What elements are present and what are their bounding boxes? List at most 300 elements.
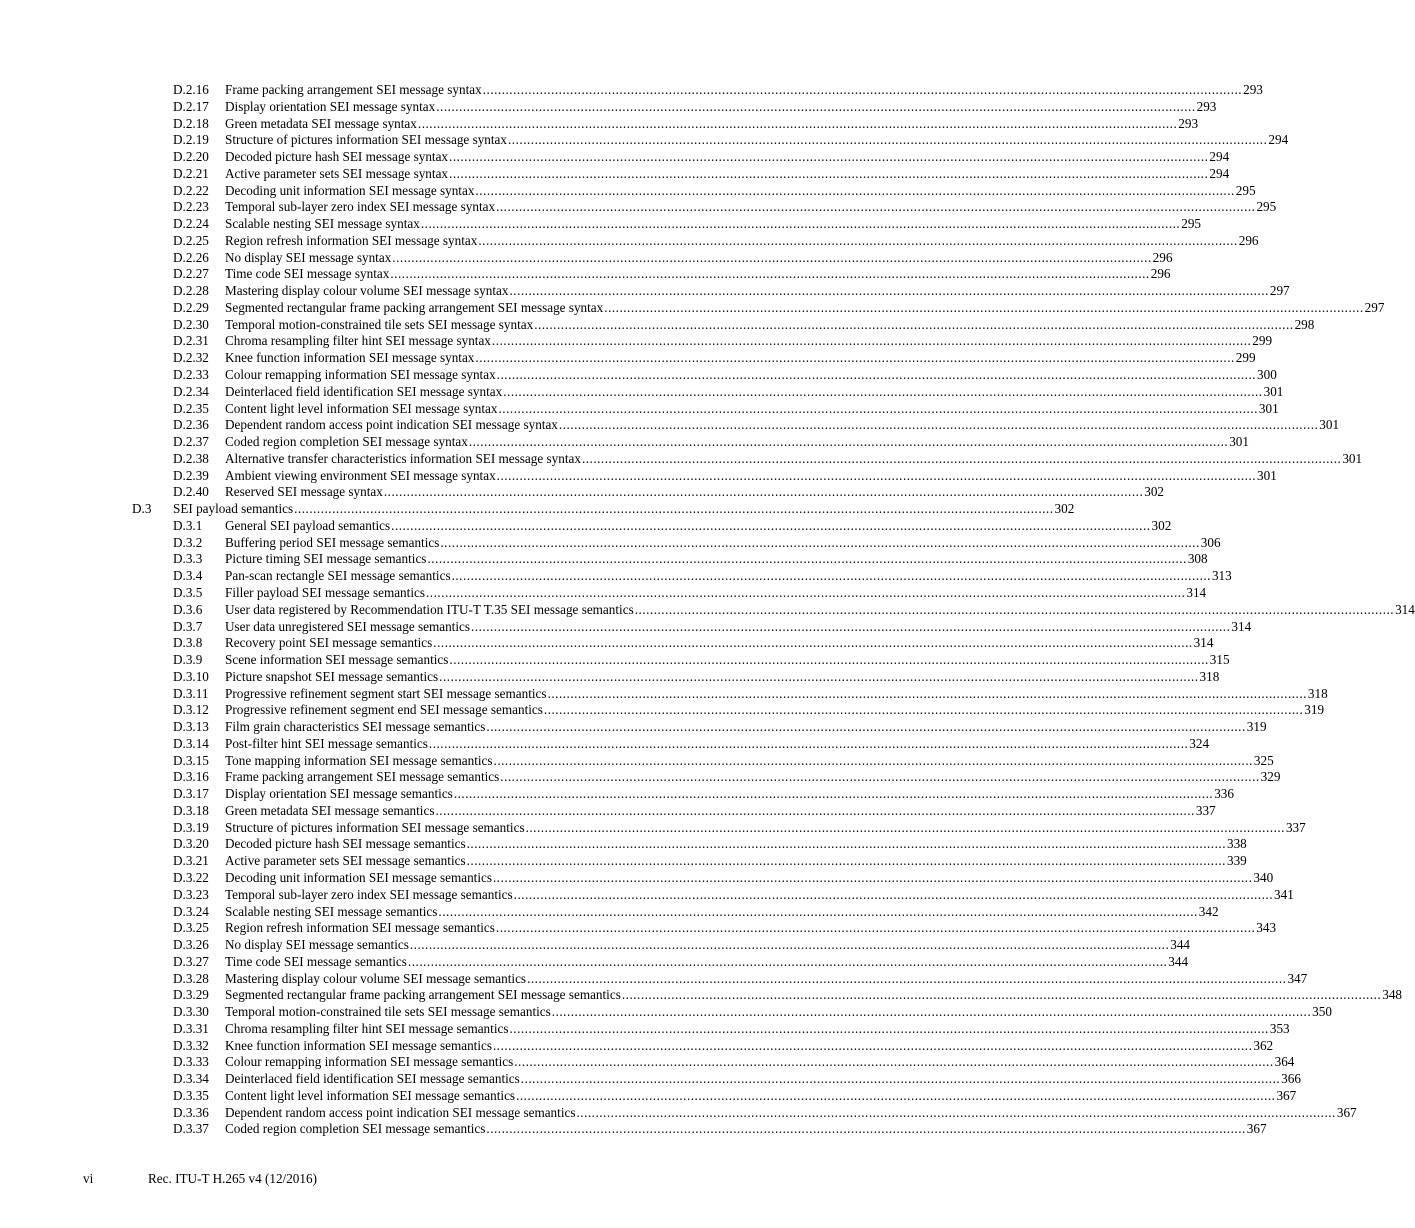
toc-entry[interactable] — [0, 601, 1415, 619]
toc-entry[interactable] — [0, 1121, 1267, 1138]
toc-entry[interactable] — [0, 970, 1308, 988]
toc-entry[interactable] — [0, 551, 1208, 568]
toc-dot-leader: ........................................................................................................................................................................................................ — [581, 450, 1342, 466]
toc-entry-number: D.3.32 — [173, 1037, 209, 1053]
toc-dot-leader: ........................................................................................................................................................................................................ — [496, 467, 1257, 483]
toc-entry-title: Active parameter sets SEI message syntax — [225, 165, 449, 181]
toc-entry[interactable] — [0, 249, 1173, 267]
toc-entry-line — [225, 316, 1315, 334]
toc-entry-title: Green metadata SEI message semantics — [225, 802, 435, 818]
toc-entry-page: 339 — [1226, 853, 1247, 869]
toc-dot-leader: ........................................................................................................................................................................................................ — [547, 685, 1307, 701]
toc-entry-title: Decoding unit information SEI message semantics — [225, 869, 492, 885]
toc-entry-title: Segmented rectangular frame packing arrangement SEI message semantics — [225, 987, 621, 1003]
toc-entry[interactable] — [0, 484, 1165, 501]
toc-dot-leader: ........................................................................................................................................................................................................ — [551, 1004, 1312, 1020]
toc-entry[interactable] — [0, 450, 1363, 468]
toc-entry-number: D.3.2 — [173, 534, 203, 550]
toc-entry-line — [225, 769, 1281, 786]
toc-entry-line — [225, 1121, 1267, 1138]
toc-entry[interactable] — [0, 149, 1230, 166]
toc-entry-line — [225, 350, 1256, 367]
table-of-contents — [0, 82, 1415, 1138]
toc-dot-leader: ........................................................................................................................................................................................................ — [468, 434, 1229, 450]
toc-entry-title: Mastering display colour volume SEI message semantics — [225, 970, 527, 986]
toc-entry-line — [225, 903, 1219, 921]
toc-entry-page: 301 — [1319, 417, 1340, 433]
toc-dot-leader: ........................................................................................................................................................................................................ — [435, 802, 1195, 818]
toc-entry-title: Coded region completion SEI message semantics — [225, 1121, 486, 1137]
toc-entry-line — [225, 367, 1277, 384]
toc-entry-title: Temporal motion-constrained tile sets SEI message semantics — [225, 1004, 551, 1020]
toc-entry[interactable] — [0, 853, 1247, 870]
toc-entry-number: D.3.1 — [173, 517, 203, 533]
toc-dot-leader: ........................................................................................................................................................................................................ — [475, 182, 1235, 198]
toc-entry-line — [225, 182, 1256, 200]
toc-dot-leader: ........................................................................................................................................................................................................ — [516, 1087, 1276, 1103]
toc-entry-line — [225, 383, 1284, 401]
toc-dot-leader: ........................................................................................................................................................................................................ — [500, 769, 1260, 785]
toc-entry-line — [225, 1054, 1295, 1071]
toc-dot-leader: ........................................................................................................................................................................................................ — [478, 232, 1238, 248]
toc-entry-number: D.3.21 — [173, 853, 209, 869]
toc-entry[interactable] — [0, 953, 1189, 971]
toc-entry[interactable] — [0, 836, 1247, 853]
toc-entry-number: D.3.31 — [173, 1020, 209, 1036]
toc-entry-line — [225, 400, 1279, 418]
toc-entry-number: D.2.35 — [173, 400, 209, 416]
toc-entry-title: Chroma resampling filter hint SEI message semantics — [225, 1020, 509, 1036]
toc-entry[interactable] — [0, 132, 1289, 149]
toc-entry-line — [225, 886, 1294, 904]
toc-dot-leader: ........................................................................................................................................................................................................ — [509, 1020, 1269, 1036]
toc-entry-number: D.3.7 — [173, 618, 203, 634]
toc-entry-line — [225, 98, 1217, 116]
toc-entry-title: No display SEI message syntax — [225, 249, 392, 265]
toc-entry-number: D.3.17 — [173, 786, 209, 802]
toc-entry-title: Temporal sub-layer zero index SEI message semantics — [225, 886, 513, 902]
toc-entry-line — [225, 484, 1165, 501]
toc-entry-number: D.2.20 — [173, 149, 209, 165]
toc-entry[interactable] — [0, 735, 1210, 753]
toc-entry-number: D.3.8 — [173, 635, 203, 651]
toc-entry-line — [225, 735, 1210, 753]
toc-entry[interactable] — [0, 584, 1207, 602]
toc-entry[interactable] — [0, 467, 1277, 485]
toc-entry-title: Time code SEI message semantics — [225, 953, 407, 969]
toc-entry-line — [225, 568, 1232, 585]
toc-entry-page: 367 — [1276, 1087, 1297, 1103]
toc-entry[interactable] — [0, 82, 1263, 99]
toc-entry-page: 296 — [1152, 249, 1173, 265]
toc-entry-page: 301 — [1263, 383, 1284, 399]
toc-entry-page: 300 — [1257, 367, 1277, 383]
footer-reference: Rec. ITU-T H.265 v4 (12/2016) — [148, 1171, 317, 1186]
toc-entry-title: Ambient viewing environment SEI message syntax — [225, 467, 496, 483]
toc-entry-number: D.3.4 — [173, 568, 203, 584]
toc-entry[interactable] — [0, 652, 1230, 669]
toc-entry[interactable] — [0, 501, 1075, 518]
toc-entry[interactable] — [0, 786, 1234, 803]
toc-entry-number: D.2.39 — [173, 467, 209, 483]
toc-entry-title: Filler payload SEI message semantics — [225, 584, 425, 600]
toc-entry-title: User data registered by Recommendation ITU-T T.35 SEI message semantics — [225, 601, 634, 617]
toc-entry[interactable] — [0, 316, 1315, 334]
toc-entry[interactable] — [0, 869, 1274, 887]
toc-entry[interactable] — [0, 534, 1221, 552]
toc-entry-number: D.2.17 — [173, 98, 209, 114]
toc-dot-leader: ........................................................................................................................................................................................................ — [496, 199, 1256, 215]
toc-entry-page: 314 — [1186, 584, 1207, 600]
toc-entry-page: 342 — [1198, 903, 1219, 919]
toc-entry-page: 297 — [1364, 299, 1385, 315]
toc-entry-page: 338 — [1226, 836, 1247, 852]
toc-entry-page: 350 — [1312, 1004, 1332, 1020]
toc-entry-number: D.2.27 — [173, 266, 209, 282]
toc-dot-leader: ........................................................................................................................................................................................................ — [621, 987, 1382, 1003]
toc-entry-line — [225, 869, 1274, 887]
toc-entry-line — [225, 132, 1289, 149]
toc-entry-title: Segmented rectangular frame packing arrangement SEI message syntax — [225, 299, 604, 315]
toc-entry-number: D.2.19 — [173, 132, 209, 148]
toc-entry[interactable] — [0, 165, 1230, 183]
toc-entry[interactable] — [0, 568, 1232, 585]
toc-entry[interactable] — [0, 920, 1277, 937]
toc-entry-line — [225, 417, 1340, 434]
toc-entry-page: 296 — [1238, 232, 1259, 248]
toc-entry-number: D.3.9 — [173, 652, 203, 668]
toc-entry-title: Content light level information SEI message syntax — [225, 400, 498, 416]
toc-dot-leader: ........................................................................................................................................................................................................ — [428, 735, 1189, 751]
toc-entry-page: 295 — [1181, 216, 1201, 232]
footer-page-number: vi — [83, 1171, 94, 1186]
toc-entry-line — [225, 82, 1263, 99]
toc-entry-number: D.3.24 — [173, 903, 209, 919]
toc-entry[interactable] — [0, 719, 1267, 736]
toc-entry-page: 366 — [1281, 1071, 1301, 1087]
toc-entry-page: 293 — [1178, 115, 1199, 131]
toc-entry-page: 348 — [1382, 987, 1402, 1003]
toc-entry-number: D.3.18 — [173, 802, 209, 818]
toc-dot-leader: ........................................................................................................................................................................................................ — [558, 417, 1319, 433]
toc-entry[interactable] — [0, 333, 1273, 350]
toc-entry-title: Progressive refinement segment end SEI message semantics — [225, 702, 543, 718]
toc-entry-title: Dependent random access point indication SEI message semantics — [225, 1104, 576, 1120]
toc-entry-page: 347 — [1287, 970, 1308, 986]
toc-dot-leader: ........................................................................................................................................................................................................ — [634, 601, 1395, 617]
toc-entry-line — [225, 937, 1191, 954]
toc-entry-title: Time code SEI message syntax — [225, 266, 390, 282]
toc-entry[interactable] — [0, 283, 1290, 300]
toc-entry-line — [225, 719, 1267, 736]
toc-dot-leader: ........................................................................................................................................................................................................ — [449, 149, 1209, 165]
toc-dot-leader: ........................................................................................................................................................................................................ — [427, 551, 1187, 567]
toc-entry-page: 306 — [1200, 534, 1221, 550]
toc-dot-leader: ........................................................................................................................................................................................................ — [420, 216, 1181, 232]
toc-entry-number: D.2.29 — [173, 299, 209, 315]
toc-entry-number: D.2.16 — [173, 82, 209, 97]
toc-entry-title: Display orientation SEI message semantics — [225, 786, 453, 802]
toc-entry-line — [225, 1020, 1290, 1038]
toc-entry-line — [225, 165, 1230, 183]
toc-entry-title: Progressive refinement segment start SEI message semantics — [225, 685, 547, 701]
toc-entry-page: 318 — [1307, 685, 1328, 701]
toc-entry-page: 314 — [1231, 618, 1252, 634]
toc-entry-title: Scene information SEI message semantics — [225, 652, 449, 668]
toc-entry-number: D.3.33 — [173, 1054, 209, 1070]
toc-entry-number: D.3.27 — [173, 953, 209, 969]
toc-entry-line — [225, 1037, 1274, 1055]
toc-entry-page: 294 — [1209, 165, 1230, 181]
toc-entry-page: 341 — [1274, 886, 1294, 902]
toc-entry-number: D.2.36 — [173, 417, 209, 433]
toc-entry-page: 344 — [1170, 937, 1191, 953]
toc-entry-number: D.3.16 — [173, 769, 209, 785]
toc-entry-page: 295 — [1256, 199, 1277, 215]
toc-entry-title: Structure of pictures information SEI message semantics — [225, 819, 525, 835]
toc-entry[interactable] — [0, 802, 1216, 820]
toc-dot-leader: ........................................................................................................................................................................................................ — [513, 886, 1274, 902]
toc-entry-number: D.2.18 — [173, 115, 209, 131]
toc-entry-line — [225, 1087, 1297, 1105]
toc-entry-page: 294 — [1268, 132, 1289, 148]
toc-entry-page: 299 — [1235, 350, 1256, 366]
toc-entry[interactable] — [0, 182, 1256, 200]
toc-entry[interactable] — [0, 232, 1259, 250]
toc-entry-number: D.3.37 — [173, 1121, 209, 1137]
toc-entry-page: 302 — [1054, 501, 1075, 517]
toc-entry[interactable] — [0, 1071, 1301, 1088]
toc-entry-number: D.3.25 — [173, 920, 209, 936]
toc-entry-line — [225, 534, 1221, 552]
toc-entry-page: 295 — [1235, 182, 1256, 198]
toc-entry-title: Display orientation SEI message syntax — [225, 98, 436, 114]
toc-dot-leader: ........................................................................................................................................................................................................ — [436, 98, 1196, 114]
toc-entry-line — [225, 1004, 1332, 1021]
toc-entry-line — [225, 618, 1252, 636]
toc-entry[interactable] — [0, 115, 1199, 133]
toc-entry-page: 296 — [1150, 266, 1171, 282]
toc-entry-number: D.3.19 — [173, 819, 209, 835]
toc-dot-leader: ........................................................................................................................................................................................................ — [294, 501, 1054, 517]
toc-entry[interactable] — [0, 266, 1171, 283]
toc-dot-leader: ........................................................................................................................................................................................................ — [407, 953, 1168, 969]
toc-entry[interactable] — [0, 903, 1219, 921]
toc-entry[interactable] — [0, 199, 1277, 216]
toc-dot-leader: ........................................................................................................................................................................................................ — [438, 903, 1198, 919]
toc-dot-leader: ........................................................................................................................................................................................................ — [466, 836, 1226, 852]
toc-entry-page: 297 — [1269, 283, 1290, 299]
toc-entry-page: 301 — [1229, 434, 1249, 450]
toc-dot-leader: ........................................................................................................................................................................................................ — [486, 719, 1246, 735]
toc-entry[interactable] — [0, 886, 1294, 904]
toc-dot-leader: ........................................................................................................................................................................................................ — [543, 702, 1304, 718]
toc-entry-number: D.3.6 — [173, 601, 203, 617]
toc-entry-number: D.3.10 — [173, 668, 209, 684]
toc-entry[interactable] — [0, 383, 1284, 401]
toc-entry-number: D.2.37 — [173, 434, 209, 450]
toc-entry-number: D.3.36 — [173, 1104, 209, 1120]
toc-dot-leader: ........................................................................................................................................................................................................ — [491, 333, 1252, 349]
toc-entry-number: D.3.15 — [173, 752, 209, 768]
toc-entry-line — [225, 434, 1249, 451]
toc-entry-title: No display SEI message semantics — [225, 937, 409, 953]
toc-entry-page: 343 — [1256, 920, 1277, 936]
toc-entry-title: User data unregistered SEI message semantics — [225, 618, 470, 634]
toc-dot-leader: ........................................................................................................................................................................................................ — [520, 1071, 1281, 1087]
toc-entry-number: D.2.40 — [173, 484, 209, 500]
toc-entry[interactable] — [0, 517, 1172, 535]
toc-entry[interactable] — [0, 1104, 1357, 1122]
toc-entry-title: Knee function information SEI message semantics — [225, 1037, 492, 1053]
toc-entry-line — [173, 501, 1075, 518]
toc-dot-leader: ........................................................................................................................................................................................................ — [509, 283, 1269, 299]
toc-entry-page: 367 — [1336, 1104, 1357, 1120]
toc-entry-title: Decoding unit information SEI message syntax — [225, 182, 475, 198]
toc-entry-line — [225, 1104, 1357, 1122]
toc-entry-line — [225, 652, 1230, 669]
toc-entry[interactable] — [0, 685, 1328, 703]
toc-entry[interactable] — [0, 819, 1306, 837]
toc-entry-number: D.3.3 — [173, 551, 203, 567]
toc-dot-leader: ........................................................................................................................................................................................................ — [496, 367, 1257, 383]
toc-entry-page: 301 — [1258, 400, 1279, 416]
toc-entry-title: Knee function information SEI message syntax — [225, 350, 475, 366]
toc-entry-page: 315 — [1209, 652, 1230, 668]
toc-entry-line — [225, 601, 1415, 619]
toc-entry[interactable] — [0, 367, 1277, 384]
toc-entry[interactable] — [0, 702, 1325, 719]
toc-entry-page: 298 — [1294, 316, 1315, 332]
toc-entry-number: D.2.34 — [173, 383, 209, 399]
toc-entry[interactable] — [0, 1054, 1295, 1071]
toc-entry-number: D.2.26 — [173, 249, 209, 265]
toc-entry-line — [225, 802, 1216, 820]
toc-dot-leader: ........................................................................................................................................................................................................ — [417, 115, 1178, 131]
toc-entry[interactable] — [0, 1037, 1274, 1055]
toc-entry-line — [225, 987, 1402, 1004]
toc-entry-page: 294 — [1209, 149, 1230, 165]
toc-entry[interactable] — [0, 216, 1201, 233]
toc-entry-title: Frame packing arrangement SEI message syntax — [225, 82, 482, 97]
toc-entry-title: Decoded picture hash SEI message syntax — [225, 149, 449, 165]
toc-entry[interactable] — [0, 769, 1281, 786]
toc-entry-title: Mastering display colour volume SEI message syntax — [225, 283, 509, 299]
toc-entry-title: Temporal sub-layer zero index SEI message syntax — [225, 199, 496, 215]
toc-entry-title: General SEI payload semantics — [225, 517, 391, 533]
toc-entry-number: D.3.22 — [173, 869, 209, 885]
toc-entry-page: 324 — [1189, 735, 1210, 751]
toc-entry[interactable] — [0, 987, 1402, 1004]
toc-entry-title: Structure of pictures information SEI message syntax — [225, 132, 507, 148]
toc-entry[interactable] — [0, 618, 1252, 636]
toc-entry-number: D.3.26 — [173, 937, 209, 953]
toc-entry-page: 314 — [1193, 635, 1214, 651]
toc-entry[interactable] — [0, 937, 1191, 954]
toc-entry-page: 302 — [1151, 517, 1172, 533]
toc-entry-line — [225, 953, 1189, 971]
toc-entry[interactable] — [0, 98, 1217, 116]
toc-entry[interactable] — [0, 400, 1279, 418]
toc-entry-page: 337 — [1195, 802, 1216, 818]
toc-entry-number: D.3 — [132, 501, 152, 517]
toc-entry-title: Colour remapping information SEI message semantics — [225, 1054, 514, 1070]
toc-entry-line — [225, 299, 1385, 317]
toc-entry-page: 301 — [1257, 467, 1277, 483]
toc-dot-leader: ........................................................................................................................................................................................................ — [604, 299, 1364, 315]
toc-dot-leader: ........................................................................................................................................................................................................ — [576, 1104, 1336, 1120]
toc-dot-leader: ........................................................................................................................................................................................................ — [471, 618, 1231, 634]
toc-entry-page: 293 — [1196, 98, 1217, 114]
toc-entry[interactable] — [0, 1020, 1290, 1038]
toc-entry[interactable] — [0, 299, 1385, 317]
toc-entry[interactable] — [0, 668, 1220, 686]
toc-entry-line — [225, 920, 1277, 937]
toc-dot-leader: ........................................................................................................................................................................................................ — [534, 316, 1294, 332]
toc-entry-line — [225, 819, 1306, 837]
toc-entry[interactable] — [0, 635, 1214, 652]
toc-entry-title: Picture snapshot SEI message semantics — [225, 668, 439, 684]
toc-entry-line — [225, 333, 1273, 350]
toc-entry[interactable] — [0, 1087, 1297, 1105]
toc-entry-number: D.3.13 — [173, 719, 209, 735]
toc-entry-title: Active parameter sets SEI message semantics — [225, 853, 466, 869]
toc-entry-number: D.3.34 — [173, 1071, 209, 1087]
toc-entry[interactable] — [0, 417, 1340, 434]
toc-entry-title: Scalable nesting SEI message syntax — [225, 216, 420, 232]
toc-entry-title: Deinterlaced field identification SEI message semantics — [225, 1071, 520, 1087]
toc-dot-leader: ........................................................................................................................................................................................................ — [486, 1121, 1246, 1137]
toc-dot-leader: ........................................................................................................................................................................................................ — [449, 652, 1209, 668]
toc-entry-title: Post-filter hint SEI message semantics — [225, 735, 428, 751]
toc-entry[interactable] — [0, 1004, 1332, 1021]
toc-entry-line — [225, 668, 1220, 686]
toc-entry-number: D.3.29 — [173, 987, 209, 1003]
toc-entry-line — [225, 199, 1277, 216]
toc-dot-leader: ........................................................................................................................................................................................................ — [508, 132, 1268, 148]
toc-dot-leader: ........................................................................................................................................................................................................ — [433, 635, 1193, 651]
toc-entry-title: Buffering period SEI message semantics — [225, 534, 440, 550]
toc-entry-line — [225, 551, 1208, 568]
toc-entry[interactable] — [0, 434, 1249, 451]
toc-entry-title: Tone mapping information SEI message semantics — [225, 752, 493, 768]
toc-entry-page: 325 — [1253, 752, 1274, 768]
toc-entry-title: Region refresh information SEI message syntax — [225, 232, 478, 248]
toc-dot-leader: ........................................................................................................................................................................................................ — [527, 970, 1287, 986]
toc-entry-number: D.3.11 — [173, 685, 209, 701]
toc-entry-title: Frame packing arrangement SEI message semantics — [225, 769, 500, 785]
toc-dot-leader: ........................................................................................................................................................................................................ — [493, 869, 1253, 885]
toc-entry-title: Colour remapping information SEI message syntax — [225, 367, 496, 383]
toc-entry-page: 314 — [1395, 601, 1415, 617]
toc-dot-leader: ........................................................................................................................................................................................................ — [525, 819, 1285, 835]
toc-dot-leader: ........................................................................................................................................................................................................ — [439, 668, 1199, 684]
toc-entry[interactable] — [0, 752, 1274, 770]
toc-entry-title: Deinterlaced field identification SEI message syntax — [225, 383, 503, 399]
toc-entry-page: 313 — [1211, 568, 1232, 584]
toc-entry-page: 318 — [1199, 668, 1220, 684]
toc-entry-title: Scalable nesting SEI message semantics — [225, 903, 438, 919]
toc-dot-leader: ........................................................................................................................................................................................................ — [495, 920, 1256, 936]
toc-entry-line — [225, 836, 1247, 853]
toc-entry-number: D.3.12 — [173, 702, 209, 718]
toc-entry-page: 362 — [1253, 1037, 1274, 1053]
toc-entry-title: Reserved SEI message syntax — [225, 484, 383, 500]
toc-entry-title: Recovery point SEI message semantics — [225, 635, 433, 651]
toc-dot-leader: ........................................................................................................................................................................................................ — [514, 1054, 1274, 1070]
toc-entry[interactable] — [0, 350, 1256, 367]
toc-dot-leader: ........................................................................................................................................................................................................ — [449, 165, 1209, 181]
